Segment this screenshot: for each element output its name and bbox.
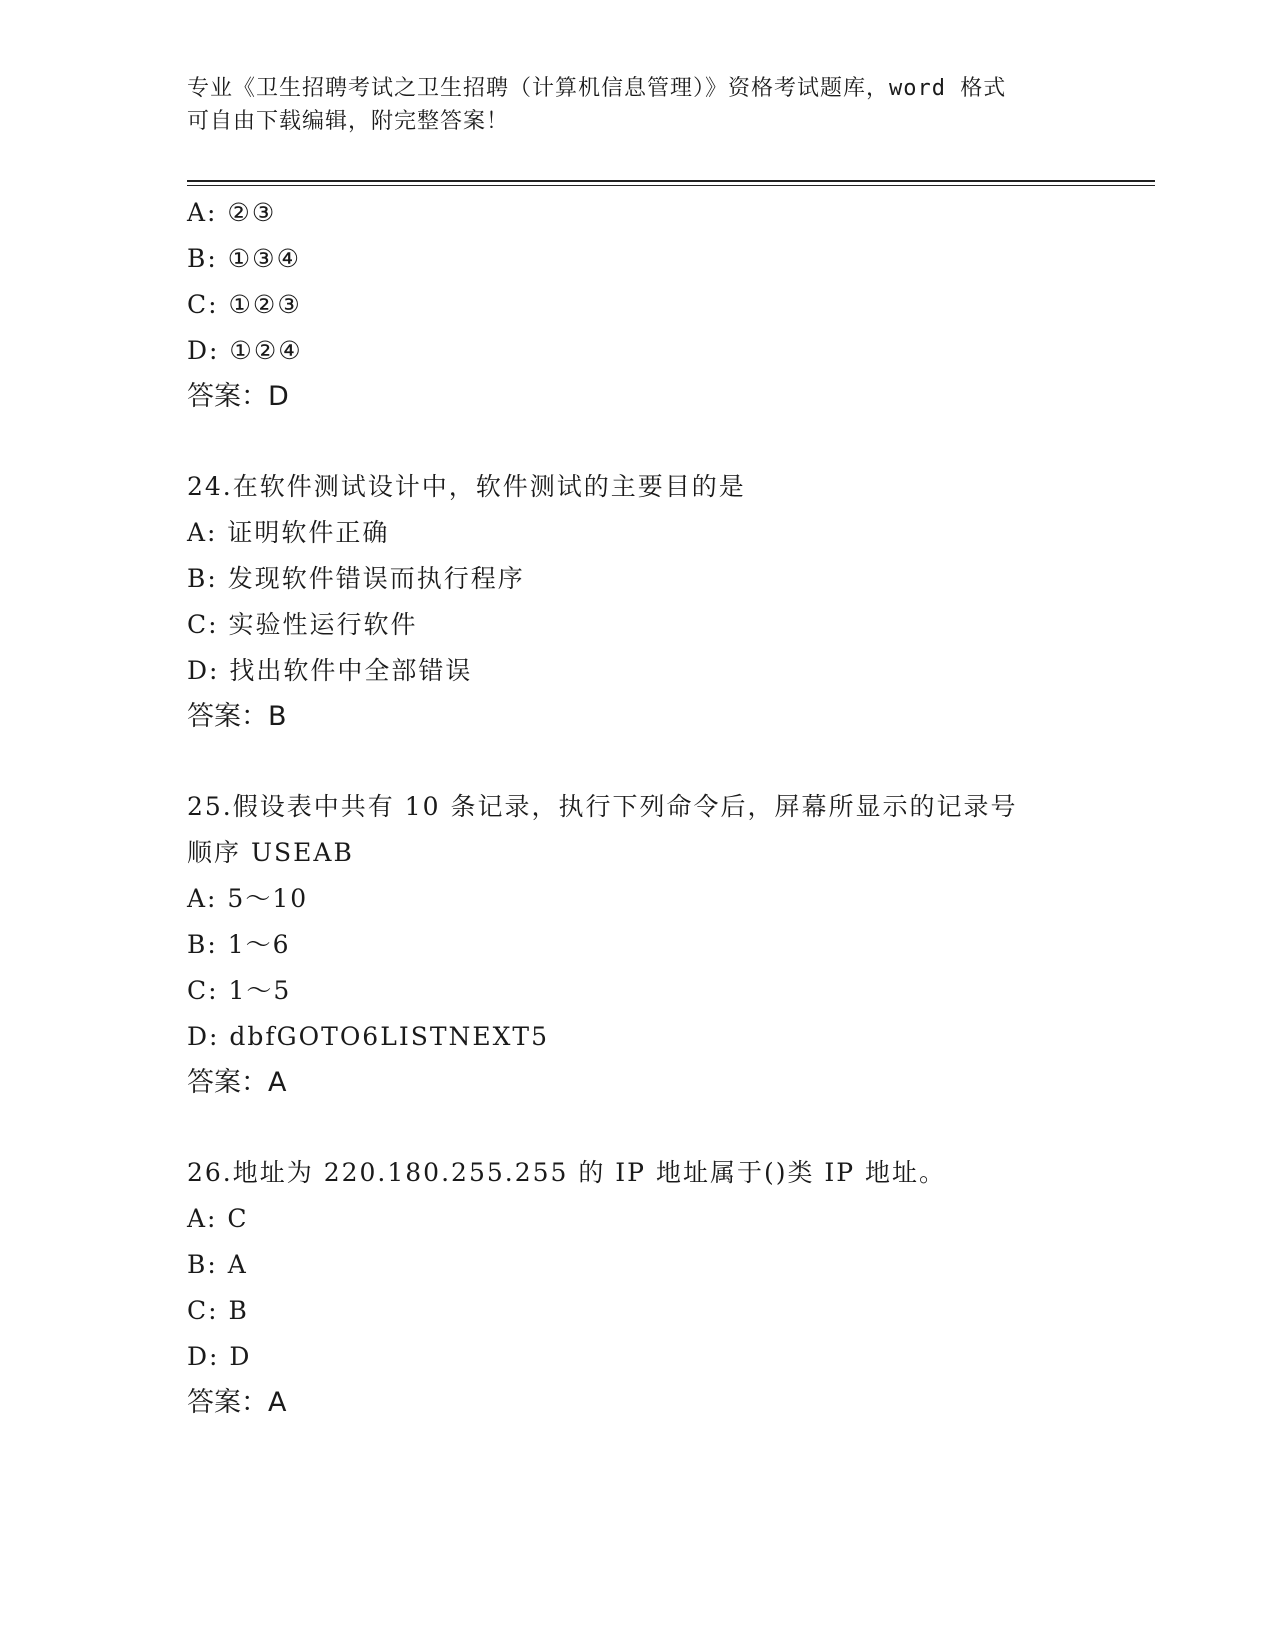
question-25 [187, 784, 1147, 1106]
answer-line: 答案：B [187, 701, 287, 732]
option-b: B: ①③④ [187, 244, 301, 273]
answer-line: 答案：D [187, 381, 289, 412]
option-a: A: C [187, 1204, 249, 1233]
option-c: C: 1～5 [187, 976, 292, 1005]
document-header [187, 72, 1087, 138]
answer-line: 答案：A [187, 1067, 287, 1098]
header-line-1: 专业《卫生招聘考试之卫生招聘（计算机信息管理）》资格考试题库，word 格式 [187, 76, 1007, 101]
option-d: D: 找出软件中全部错误 [187, 656, 473, 685]
question-stem: 24.在软件测试设计中，软件测试的主要目的是 [187, 472, 746, 501]
answer-line: 答案：A [187, 1387, 287, 1418]
option-c: C: ①②③ [187, 290, 302, 319]
option-b: B: 发现软件错误而执行程序 [187, 564, 525, 593]
question-stem-line-1: 25.假设表中共有 10 条记录，执行下列命令后，屏幕所显示的记录号 [187, 792, 1018, 821]
option-a: A: 证明软件正确 [187, 518, 390, 547]
option-d: D: dbfGOTO6LISTNEXT5 [187, 1022, 549, 1051]
header-divider-thin [187, 185, 1155, 186]
header-line-2: 可自由下载编辑，附完整答案！ [187, 109, 510, 134]
option-a: A: ②③ [187, 198, 277, 227]
option-c: C: 实验性运行软件 [187, 610, 418, 639]
option-c: C: B [187, 1296, 249, 1325]
question-list [187, 190, 1147, 1426]
question-stem: 26.地址为 220.180.255.255 的 IP 地址属于()类 IP 地址。 [187, 1158, 947, 1187]
option-d: D: ①②④ [187, 336, 303, 365]
question-23 [187, 190, 1147, 420]
option-a: A: 5～10 [187, 884, 309, 913]
question-24 [187, 464, 1147, 740]
question-stem-line-2: 顺序 USEAB [187, 838, 354, 867]
header-divider-thick [187, 180, 1155, 182]
option-b: B: 1～6 [187, 930, 291, 959]
option-d: D: D [187, 1342, 252, 1371]
question-26 [187, 1150, 1147, 1426]
option-b: B: A [187, 1250, 248, 1279]
